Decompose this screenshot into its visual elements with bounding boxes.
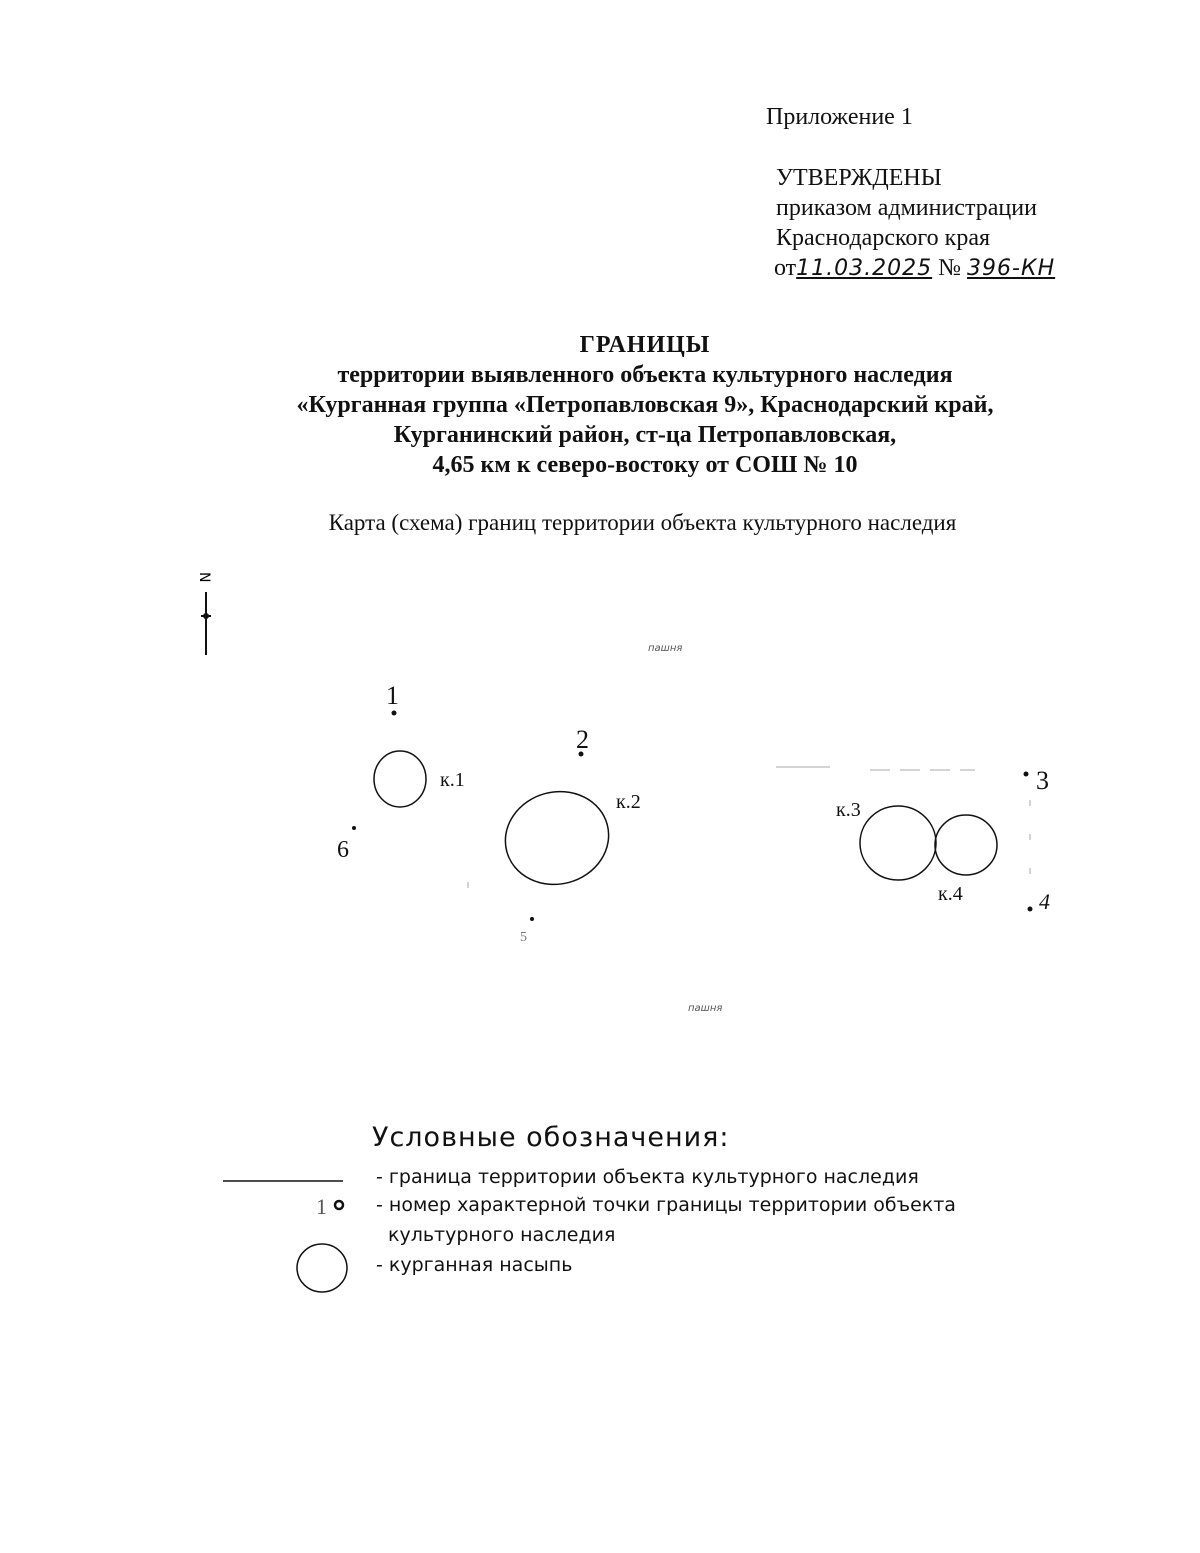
approval-line-1: УТВЕРЖДЕНЫ — [776, 165, 942, 191]
handwritten-number: 396-КН — [967, 256, 1056, 281]
point-label-6: 6 — [337, 837, 349, 863]
legend-point-number: 1 — [316, 1194, 327, 1219]
boundary-point-6 — [337, 826, 356, 863]
boundary-point-1 — [386, 681, 399, 716]
legend-item-mound: - курганная насыпь — [376, 1254, 573, 1276]
point-label-2: 2 — [576, 725, 589, 754]
document-title — [0, 330, 1200, 480]
mound-k3 — [836, 799, 936, 880]
mound-label-k3: к.3 — [836, 799, 861, 821]
approval-date-line — [774, 253, 1055, 284]
land-label-top: пашня — [648, 643, 683, 654]
point-label-4: 4 — [1039, 889, 1050, 914]
map-subtitle: Карта (схема) границ территории объекта культурного наследия — [328, 510, 957, 535]
boundary-point-4 — [1028, 889, 1051, 914]
number-prefix: № — [938, 255, 962, 281]
point-label-5: 5 — [520, 930, 527, 945]
title-line-1: территории выявленного объекта культурного наследия — [337, 362, 953, 388]
legend-item-boundary: - граница территории объекта культурного наследия — [376, 1166, 919, 1188]
north-label: N — [196, 572, 212, 583]
title-main: ГРАНИЦЫ — [579, 332, 711, 358]
legend-title: Условные обозначения: — [372, 1122, 730, 1153]
boundary-points — [337, 681, 1050, 945]
boundary-point-2 — [576, 725, 589, 757]
point-label-1: 1 — [386, 681, 399, 710]
boundary-point-5 — [520, 917, 534, 945]
land-label-bottom: пашня — [688, 1003, 723, 1014]
approval-stamp — [776, 163, 1055, 284]
title-line-3: Курганинский район, ст-ца Петропавловская, — [393, 422, 897, 448]
title-line-4: 4,65 км к северо-востоку от СОШ № 10 — [432, 452, 858, 478]
north-arrow-icon — [196, 572, 212, 655]
appendix-label: Приложение 1 — [766, 104, 913, 130]
burial-mounds — [374, 751, 997, 905]
legend-item-point: - номер характерной точки границы территории объекта — [376, 1194, 956, 1216]
mound-k1 — [374, 751, 465, 807]
legend-point-icon — [316, 1194, 343, 1219]
date-prefix: от — [774, 255, 797, 281]
handwritten-date: 11.03.2025 — [796, 256, 933, 281]
mound-k2 — [495, 780, 641, 896]
territory-boundary — [468, 767, 1030, 888]
title-line-2: «Курганная группа «Петропавловская 9», Краснодарский край, — [296, 392, 994, 418]
mound-k4 — [935, 815, 997, 905]
point-label-3: 3 — [1036, 766, 1049, 795]
legend-symbols — [220, 1160, 380, 1300]
legend-mound-icon — [297, 1244, 347, 1292]
boundary-point-3 — [1024, 766, 1050, 795]
approval-line-2: приказом администрации — [776, 195, 1037, 221]
mound-label-k2: к.2 — [616, 791, 641, 813]
approval-line-3: Краснодарского края — [776, 225, 991, 251]
mound-label-k4: к.4 — [938, 883, 963, 905]
boundary-map — [0, 560, 1200, 1260]
mound-label-k1: к.1 — [440, 769, 465, 791]
legend-item-point-cont: культурного наследия — [388, 1224, 616, 1246]
